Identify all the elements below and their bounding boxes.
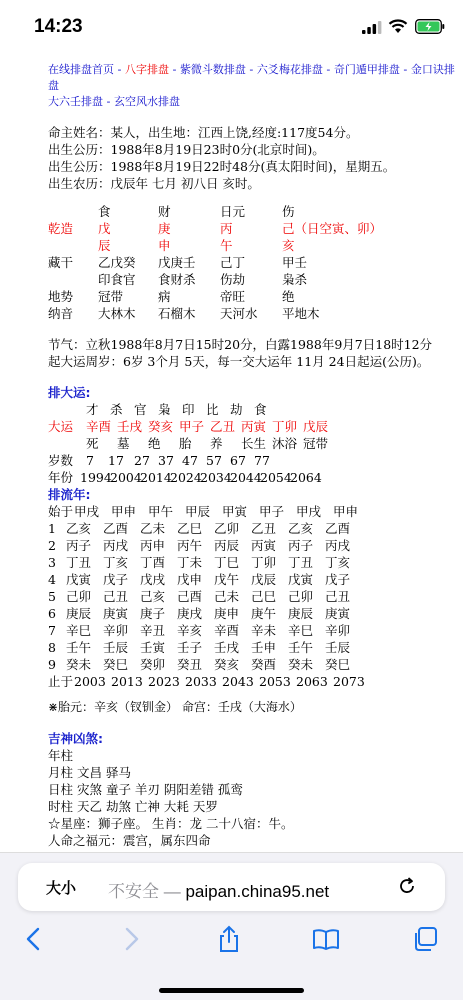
dayun-year-label: 年份: [48, 470, 74, 485]
liunian-year-cell: 丙寅: [251, 538, 277, 553]
dishi: 冠带: [98, 289, 124, 304]
liunian-row: [48, 588, 458, 605]
liunian-year-cell: 壬申: [251, 640, 277, 655]
liunian-year-cell: 丁亥: [103, 555, 129, 570]
url-text[interactable]: [108, 877, 329, 902]
domain-text: paipan.china95.net: [185, 882, 330, 901]
bazi-chart: [48, 203, 458, 322]
page-content: [48, 62, 458, 849]
dayun-age: 67: [230, 453, 246, 468]
dayun-pillar: 辛酉: [86, 419, 112, 434]
liunian-start-cell: 甲寅: [222, 504, 248, 519]
liunian-table: [48, 503, 458, 690]
canggan-label: 藏干: [48, 255, 74, 270]
shensha-heading: 吉神凶煞:: [48, 731, 103, 746]
dayun-stage: 墓: [117, 436, 130, 451]
liunian-year-cell: 己酉: [177, 589, 203, 604]
liunian-year-label: 6: [48, 606, 56, 621]
dayun-pillar: 甲子: [179, 419, 205, 434]
dayun-age: 7: [86, 453, 94, 468]
liunian-year-cell: 戊子: [103, 572, 129, 587]
canggan: 戊庚壬: [158, 255, 196, 270]
tabs-icon[interactable]: [411, 925, 439, 953]
star-sign-line: ☆星座：狮子座。 生肖：龙 二十八宿：牛。: [48, 816, 294, 831]
nayin: 天河水: [220, 306, 258, 321]
liunian-year-cell: 癸酉: [251, 657, 277, 672]
liunian-year-cell: 丁卯: [251, 555, 277, 570]
nav-link-home[interactable]: 在线排盘首页: [48, 63, 114, 76]
nav-link-bazi[interactable]: 八字排盘: [124, 63, 169, 76]
liunian-end-cell: 2063: [296, 674, 328, 689]
ten-god: 财: [158, 204, 171, 219]
qianzao-label: 乾造: [48, 221, 74, 236]
liunian-start-cell: 甲申: [333, 504, 359, 519]
liunian-year-cell: 壬子: [177, 640, 203, 655]
liunian-year-cell: 癸未: [288, 657, 314, 672]
canggan-god: 印食官: [98, 272, 136, 287]
liunian-year-cell: 辛酉: [214, 623, 240, 638]
liunian-row: [48, 673, 458, 690]
canggan: 己丁: [220, 255, 246, 270]
liunian-year-cell: 戊辰: [251, 572, 277, 587]
liunian-year-cell: 己丑: [325, 589, 351, 604]
dayun-stage: 死: [86, 436, 99, 451]
dayun-year: 1994: [80, 470, 112, 485]
liunian-year-cell: 戊寅: [288, 572, 314, 587]
liunian-year-cell: 丙戌: [325, 538, 351, 553]
dayun-pillar: 戊辰: [303, 419, 329, 434]
dayun-god: 印: [182, 402, 195, 417]
cellular-signal-icon: [362, 21, 382, 34]
shensha-rizhu: 日柱 灾煞 童子 羊刃 阴阳差错 孤鸾: [48, 782, 243, 797]
liunian-end-cell: 2013: [111, 674, 143, 689]
liunian-year-cell: 丙子: [288, 538, 314, 553]
browser-bottom-bar: [0, 852, 463, 1000]
liunian-year-cell: 丁丑: [66, 555, 92, 570]
liunian-end-cell: 2003: [74, 674, 106, 689]
dayun-year: 2034: [200, 470, 232, 485]
liunian-year-cell: 戊午: [214, 572, 240, 587]
liunian-year-cell: 戊子: [325, 572, 351, 587]
liunian-year-cell: 乙丑: [251, 521, 277, 536]
liunian-year-cell: 丙戌: [103, 538, 129, 553]
liunian-year-label: 9: [48, 657, 56, 672]
qiyun-line: 起大运周岁：6岁 3个月 5天，每一交大运年 11月 24日起运(公历)。: [48, 354, 430, 369]
liunian-row: [48, 554, 458, 571]
liunian-year-cell: 丁亥: [325, 555, 351, 570]
liunian-row: [48, 537, 458, 554]
dayun-age: 57: [206, 453, 222, 468]
liunian-year-cell: 辛丑: [140, 623, 166, 638]
ten-god: 食: [98, 204, 111, 219]
liunian-year-cell: 丁巳: [214, 555, 240, 570]
canggan-god: 伤劫: [220, 272, 246, 287]
liunian-year-cell: 乙未: [140, 521, 166, 536]
info-solar-true: 出生公历：1988年8月19日22时48分(真太阳时间)，星期五。: [48, 159, 396, 174]
liunian-year-cell: 癸未: [66, 657, 92, 672]
branch: 午: [220, 238, 233, 253]
liunian-year-cell: 丁未: [177, 555, 203, 570]
site-nav: 在线排盘首页 - 八字排盘 - 紫微斗数排盘 - 六爻梅花排盘 - 奇门遁甲排盘 - 金口诀排盘 大六壬排盘 - 玄空风水排盘: [48, 63, 455, 108]
dayun-year: 2054: [260, 470, 292, 485]
liunian-year-cell: 戊戌: [140, 572, 166, 587]
dayun-stage: 冠带: [303, 436, 329, 451]
canggan-god: 食财杀: [158, 272, 196, 287]
liunian-year-label: 1: [48, 521, 56, 536]
dayun-year: 2014: [140, 470, 172, 485]
dayun-stage: 胎: [179, 436, 192, 451]
dayun-pillar: 丁卯: [272, 419, 298, 434]
share-icon[interactable]: [215, 925, 243, 953]
nayin: 平地木: [282, 306, 320, 321]
liunian-year-cell: 己亥: [140, 589, 166, 604]
liunian-year-cell: 庚辰: [288, 606, 314, 621]
nayin-label: 纳音: [48, 306, 74, 321]
canggan-god: 枭杀: [282, 272, 308, 287]
liunian-year-cell: 庚辰: [66, 606, 92, 621]
liunian-start-cell: 甲辰: [185, 504, 211, 519]
liunian-year-cell: 庚戌: [177, 606, 203, 621]
dayun-age-label: 岁数: [48, 453, 74, 468]
stem: 庚: [158, 221, 171, 236]
liunian-year-cell: 壬辰: [103, 640, 129, 655]
dayun-stage: 绝: [148, 436, 161, 451]
info-name-place: 命主姓名：某人，出生地：江西上饶,经度:117度54分。: [48, 125, 359, 140]
nayin: 大林木: [98, 306, 136, 321]
liunian-year-cell: 乙酉: [325, 521, 351, 536]
liunian-year-cell: 丙申: [140, 538, 166, 553]
liunian-end-cell: 2073: [333, 674, 365, 689]
liunian-end-cell: 2033: [185, 674, 217, 689]
liunian-row: [48, 605, 458, 622]
liunian-year-cell: 壬辰: [325, 640, 351, 655]
battery-charging-icon: [415, 19, 445, 34]
liunian-year-cell: 乙巳: [177, 521, 203, 536]
status-bar: [0, 0, 463, 56]
liunian-year-cell: 庚寅: [103, 606, 129, 621]
liunian-year-cell: 丙子: [66, 538, 92, 553]
shensha-yuezhu: 月柱 文昌 驿马: [48, 765, 131, 780]
liunian-year-cell: 乙卯: [214, 521, 240, 536]
liunian-year-cell: 己卯: [66, 589, 92, 604]
liunian-year-cell: 庚寅: [325, 606, 351, 621]
nav-link-jinkoujue[interactable]: 金口诀排盘: [48, 63, 455, 92]
liunian-row: [48, 656, 458, 673]
liunian-heading: 排流年:: [48, 487, 91, 502]
text-size-button[interactable]: 大小: [46, 880, 77, 897]
nayin: 石榴木: [158, 306, 196, 321]
reload-icon[interactable]: [396, 875, 418, 897]
liunian-year-cell: 辛亥: [177, 623, 203, 638]
liunian-year-cell: 丙辰: [214, 538, 240, 553]
dayun-age: 17: [108, 453, 124, 468]
back-icon[interactable]: [20, 925, 48, 953]
liunian-year-cell: 辛巳: [288, 623, 314, 638]
dayun-god: 劫: [230, 402, 243, 417]
branch: 申: [158, 238, 171, 253]
canggan: 甲壬: [282, 255, 308, 270]
shensha-nianzhu: 年柱: [48, 748, 74, 763]
liunian-year-cell: 丁丑: [288, 555, 314, 570]
stem: 丙: [220, 221, 233, 236]
forward-icon[interactable]: [117, 925, 145, 953]
branch: 辰: [98, 238, 111, 253]
stem: 己（日空寅、卯）: [282, 221, 383, 236]
liunian-year-cell: 癸丑: [177, 657, 203, 672]
dayun-pillar: 乙丑: [210, 419, 236, 434]
liunian-year-label: 8: [48, 640, 56, 655]
liunian-end-cell: 2053: [259, 674, 291, 689]
ten-god: 日元: [220, 204, 246, 219]
dayun-stage: 养: [210, 436, 223, 451]
dayun-heading: 排大运:: [48, 385, 91, 400]
liunian-year-cell: 丙午: [177, 538, 203, 553]
dayun-god: 比: [206, 402, 219, 417]
liunian-year-cell: 壬寅: [140, 640, 166, 655]
liunian-row: [48, 503, 458, 520]
liunian-start-cell: 甲子: [259, 504, 285, 519]
liunian-row: [48, 520, 458, 537]
liunian-start-cell: 甲戌: [74, 504, 100, 519]
dayun-pillar: 癸亥: [148, 419, 174, 434]
bookmarks-icon[interactable]: [312, 925, 340, 953]
dayun-year: 2044: [230, 470, 262, 485]
wifi-icon: [388, 19, 408, 34]
branch: 亥: [282, 238, 295, 253]
liunian-year-cell: 庚申: [214, 606, 240, 621]
dayun-god: 杀: [110, 402, 123, 417]
canggan: 乙戊癸: [98, 255, 136, 270]
liunian-year-cell: 戊申: [177, 572, 203, 587]
dayun-age: 37: [158, 453, 174, 468]
home-indicator: [159, 988, 304, 993]
nav-link-liuyao[interactable]: 六爻梅花排盘: [256, 63, 323, 76]
stem: 戊: [98, 221, 111, 236]
fuyuan-line: 人命之福元：震宫，属东四命: [48, 833, 211, 848]
dayun-table: [48, 401, 458, 486]
dishi: 病: [158, 289, 171, 304]
liunian-year-cell: 庚子: [140, 606, 166, 621]
liunian-year-label: 3: [48, 555, 56, 570]
liunian-year-cell: 戊寅: [66, 572, 92, 587]
dayun-god: 官: [134, 402, 147, 417]
status-time: 14:23: [34, 16, 83, 37]
nav-link-ziwei[interactable]: 紫微斗数排盘: [179, 63, 246, 76]
liunian-year-cell: 乙亥: [288, 521, 314, 536]
liunian-end-cell: 2043: [222, 674, 254, 689]
dayun-god: 食: [254, 402, 267, 417]
liunian-year-cell: 己巳: [251, 589, 277, 604]
dayun-age: 47: [182, 453, 198, 468]
liunian-year-label: 7: [48, 623, 56, 638]
taiyuan-minggong: ⋇胎元：辛亥（钗钏金） 命宫：壬戌（大海水）: [48, 700, 302, 714]
nav-link-xuankong[interactable]: 玄空风水排盘: [113, 95, 180, 108]
liunian-start-label: 始于: [48, 504, 74, 519]
liunian-year-label: 2: [48, 538, 56, 553]
dishi: 帝旺: [220, 289, 246, 304]
liunian-start-cell: 甲午: [148, 504, 174, 519]
dayun-year: 2004: [110, 470, 142, 485]
liunian-row: [48, 639, 458, 656]
liunian-year-cell: 辛巳: [66, 623, 92, 638]
liunian-year-cell: 乙酉: [103, 521, 129, 536]
liunian-year-cell: 壬午: [66, 640, 92, 655]
dayun-stage: 沐浴: [272, 436, 298, 451]
dayun-year: 2064: [290, 470, 322, 485]
dayun-god: 才: [86, 402, 99, 417]
liunian-year-label: 4: [48, 572, 56, 587]
nav-link-daliuren[interactable]: 大六壬排盘: [48, 95, 103, 108]
nav-link-qimen[interactable]: 奇门遁甲排盘: [333, 63, 400, 76]
liunian-start-cell: 甲戌: [296, 504, 322, 519]
liunian-year-cell: 己丑: [103, 589, 129, 604]
liunian-year-cell: 庚午: [251, 606, 277, 621]
dayun-pillar: 丙寅: [241, 419, 267, 434]
liunian-year-cell: 乙亥: [66, 521, 92, 536]
liunian-start-cell: 甲申: [111, 504, 137, 519]
address-bar[interactable]: [18, 863, 445, 911]
dayun-god: 枭: [158, 402, 171, 417]
liunian-year-cell: 壬午: [288, 640, 314, 655]
liunian-row: [48, 622, 458, 639]
dishi-label: 地势: [48, 289, 74, 304]
dayun-pillar: 壬戌: [117, 419, 143, 434]
liunian-end-cell: 2023: [148, 674, 180, 689]
liunian-year-cell: 辛未: [251, 623, 277, 638]
liunian-year-label: 5: [48, 589, 56, 604]
liunian-year-cell: 癸亥: [214, 657, 240, 672]
dayun-pillar-label: 大运: [48, 419, 74, 434]
ten-god: 伤: [282, 204, 295, 219]
dayun-age: 27: [134, 453, 150, 468]
dishi: 绝: [282, 289, 295, 304]
liunian-year-cell: 癸巳: [103, 657, 129, 672]
liunian-year-cell: 丁酉: [140, 555, 166, 570]
liunian-year-cell: 癸巳: [325, 657, 351, 672]
shensha-shizhu: 时柱 天乙 劫煞 亡神 大耗 天罗: [48, 799, 218, 814]
insecure-label: 不安全 —: [108, 882, 186, 901]
dayun-year: 2024: [170, 470, 202, 485]
liunian-year-cell: 癸卯: [140, 657, 166, 672]
dayun-stage: 长生: [241, 436, 267, 451]
info-lunar: 出生农历：戊辰年 七月 初八日 亥时。: [48, 176, 260, 191]
liunian-end-label: 止于: [48, 674, 74, 689]
liunian-year-cell: 己卯: [288, 589, 314, 604]
liunian-year-cell: 壬戌: [214, 640, 240, 655]
jieqi-line: 节气：立秋1988年8月7日15时20分，白露1988年9月7日18时12分: [48, 337, 433, 352]
info-solar-beijing: 出生公历：1988年8月19日23时0分(北京时间)。: [48, 142, 325, 157]
liunian-year-cell: 辛卯: [325, 623, 351, 638]
liunian-year-cell: 己未: [214, 589, 240, 604]
dayun-age: 77: [254, 453, 270, 468]
liunian-row: [48, 571, 458, 588]
liunian-year-cell: 辛卯: [103, 623, 129, 638]
